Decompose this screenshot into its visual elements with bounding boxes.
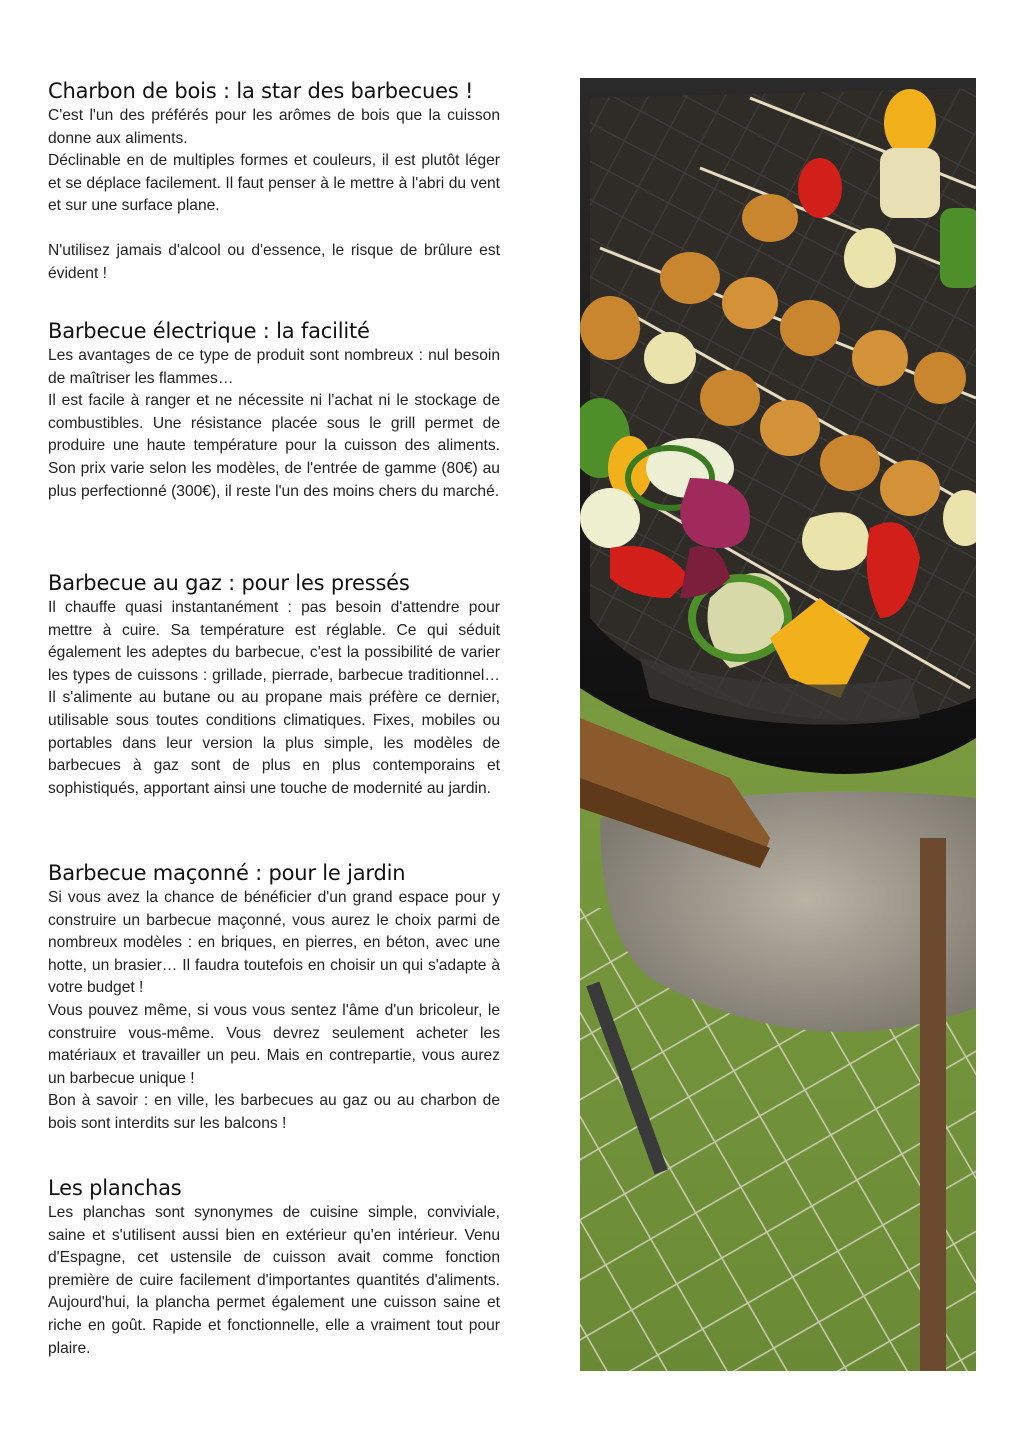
section-planchas — [48, 1175, 500, 1360]
section-title: Barbecue électrique : la facilité — [48, 319, 370, 343]
section-paragraph: Bon à savoir : en ville, les barbecues au gaz ou au charbon de bois sont interdits sur les balcons ! — [48, 1092, 500, 1132]
section-paragraph: Les planchas sont synonymes de cuisine simple, conviviale, saine et s'utilisent aussi bien en extérieur qu'en intérieur. Venu d'Espagne, cet ustensile de cuisson avait comme fonction première de cuire facilement d'importantes quantités d'aliments. Aujourd'hui, la plancha permet également une cuisson saine et riche en goût. Rapide et fonctionnelle, elle a vraiment tout pour plaire. — [48, 1204, 500, 1357]
section-gaz — [48, 570, 500, 800]
section-paragraph: Il est facile à ranger et ne nécessite ni l'achat ni le stockage de combustibles. Une résistance placée sous le grill permet de produire une haute température pour la cuisson des aliments. Son prix varie selon les modèles, de l'entrée de gamme (80€) au plus perfectionné (300€), il reste l'un des moins chers du marché. — [48, 392, 500, 500]
section-title: Barbecue au gaz : pour les pressés — [48, 571, 410, 595]
section-title: Barbecue maçonné : pour le jardin — [48, 861, 406, 885]
section-paragraph: C'est l'un des préférés pour les arômes de bois que la cuisson donne aux aliments. — [48, 107, 500, 147]
section-paragraph: N'utilisez jamais d'alcool ou d'essence, le risque de brûlure est évident ! — [48, 241, 500, 282]
section-charbon — [48, 78, 500, 285]
section-paragraph: Il chauffe quasi instantanément : pas besoin d'attendre pour mettre à cuire. Sa température est réglable. Ce qui séduit également les adeptes du barbecue, c'est la possibilité de varier les types de cuissons : grillade, pierrade, barbecue traditionnel… Il s'alimente au butane ou au propane mais préfère ce dernier, utilisable sous toutes conditions climatiques. Fixes, mobiles ou portables dans leur version la plus simple, les modèles de barbecues à gaz sont de plus en plus contemporains et sophistiqués, apportant ainsi une touche de modernité au jardin. — [48, 599, 500, 797]
section-paragraph: Vous pouvez même, si vous vous sentez l'âme d'un bricoleur, le construire vous-même. Vous devrez seulement acheter les matériaux et travailler un peu. Mais en contrepartie, vous aurez un barbecue unique ! — [48, 1001, 500, 1087]
section-title: Les planchas — [48, 1176, 182, 1200]
section-maconne — [48, 860, 500, 1136]
section-paragraph: Si vous avez la chance de bénéficier d'un grand espace pour y construire un barbecue maçonné, vous aurez le choix parmi de nombreux modèles : en briques, en pierres, en béton, avec une hotte, un brasier… Il faudra toutefois en choisir un qui s'adapte à votre budget ! — [48, 889, 500, 997]
section-title: Charbon de bois : la star des barbecues ! — [48, 79, 474, 103]
section-paragraph: Déclinable en de multiples formes et couleurs, il est plutôt léger et se déplace facilement. Il faut penser à le mettre à l'abri du vent et sur une surface plane. — [48, 152, 500, 215]
barbecue-photo — [580, 78, 976, 1371]
section-paragraph: Les avantages de ce type de produit sont nombreux : nul besoin de maîtriser les flammes… — [48, 347, 500, 387]
section-electrique — [48, 318, 500, 503]
